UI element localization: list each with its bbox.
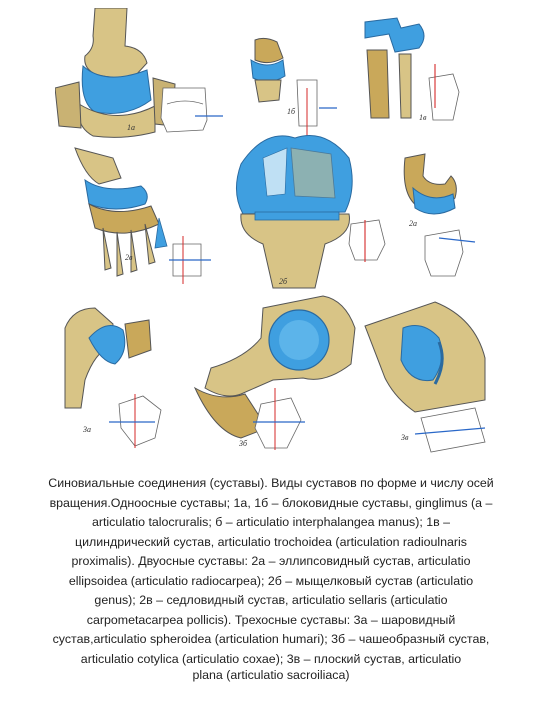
- figure-1b-finger-joint: [251, 38, 337, 136]
- label-3v: 3в: [401, 433, 409, 442]
- label-2b: 2б: [279, 277, 288, 286]
- label-1a: 1а: [127, 123, 135, 132]
- figure-caption-last-line: plana (articulatio sacroiliaca): [192, 668, 350, 682]
- label-2a: 2а: [409, 219, 417, 228]
- label-3a: 3а: [83, 425, 91, 434]
- figure-caption: Синовиальные соединения (суставы). Виды суставов по форме и числу осей вращения.Одноосные суставы; 1а, 1б – блоковидные суставы, ginglimus (а – articulatio talocruralis; б – articulatio interphalangea manus); 1в – цилиндрический сустав, articulatio trochoidea (articulation radioulnaris proximalis). Двуосные суставы: 2а – эллипсовидный сустав, articulatio ellipsoidea (articulatio radiocarpea); 2б – мыщелковый сустав (articulatio genus); 2в – седловидный сустав, articulatio sellaris (articulatio carpometacarpea pollicis). Трехосные суставы: 3а – шаровидный сустав,articulatio spheroidea (articulation humari); 3б – чашеобразный сустав, articulatio cotylica (articulatio coxae); 3в – плоский сустав, articulatio: [48, 476, 494, 666]
- figure-3b-hip-joint: [195, 296, 355, 450]
- figure-3v-sacroiliac-joint: [365, 302, 485, 452]
- anatomical-figure-plate: [55, 8, 495, 463]
- figure-2b-knee-joint: [236, 136, 385, 289]
- figure-1v-radioulnar-joint: [365, 18, 459, 120]
- joints-illustration: [55, 8, 495, 463]
- label-1v: 1в: [419, 113, 427, 122]
- figure-2a-wrist-joint: [404, 154, 475, 276]
- label-3b: 3б: [239, 439, 248, 448]
- figure-1a-sketch: [161, 88, 223, 132]
- label-2v: 2в: [125, 253, 133, 262]
- figure-3a-shoulder-joint: [65, 308, 161, 448]
- figure-1a-ankle-joint: [55, 8, 175, 137]
- label-1b: 1б: [287, 107, 296, 116]
- figure-2v-hand-joint: [75, 148, 211, 284]
